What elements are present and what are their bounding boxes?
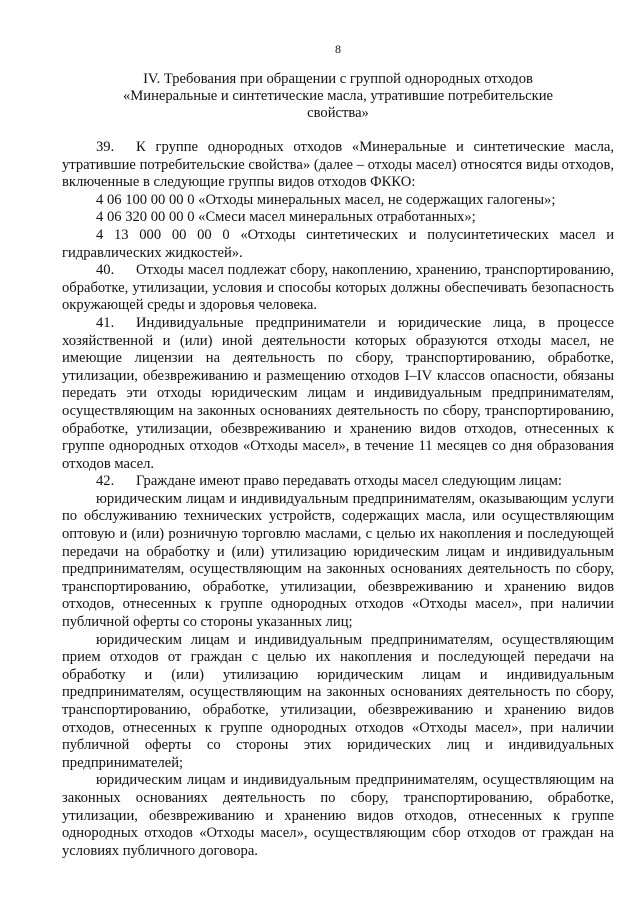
paragraph-41 <box>62 315 614 473</box>
paragraph-text: Отходы масел подлежат сбору, накоплению, хранению, транспортированию, обработке, утилизации, условия и способы которых должны обеспечивать безопасность окружающей среды и здоровья человека. <box>62 262 614 314</box>
paragraph-number: 42. <box>96 473 115 490</box>
paragraph-number: 40. <box>96 262 115 279</box>
paragraph-number: 41. <box>96 314 115 331</box>
section-title-line-2: «Минеральные и синтетические масла, утратившие потребительские <box>122 88 553 104</box>
paragraph-number: 39. <box>96 139 115 155</box>
list-item-1: юридическим лицам и индивидуальным предпринимателям, оказывающим услуги по обслуживанию технических устройств, содержащих масла, или осуществляющим оптовую и (или) розничную торговлю маслами, с целью их накопления и последующей передачи на обработку и (или) утилизацию юридическим лицам и индивидуальным предпринимателям, осуществляющим на законных основаниях деятельность по сбору, транспортированию, обработке, утилизации, обезвреживанию и хранению видов отходов, отнесенных к группе однородных отходов «Отходы масел», при наличии публичной оферты со стороны указанных лиц; <box>62 490 614 631</box>
paragraph-40 <box>62 262 614 315</box>
page-number: 8 <box>335 42 341 56</box>
code-line-2: 4 06 320 00 00 0 «Смеси масел минеральных отработанных»; <box>96 209 476 226</box>
code-line-3: 4 13 000 00 00 0 «Отходы синтетических и полусинтетических масел и гидравлических жидкостей». <box>62 226 614 261</box>
paragraph-42 <box>62 473 614 491</box>
section-title <box>62 71 614 122</box>
paragraph-text: Индивидуальные предприниматели и юридические лица, в процессе хозяйственной и (или) иной деятельности которых образуются отходы масел, не имеющие лицензии на деятельность по сбору, транспортированию, обработке, утилизации, обезвреживанию и размещению отходов I–IV классов опасности, обязаны передать эти отходы юридическим лицам и индивидуальным предпринимателям, осуществляющим на законных основаниях деятельность по сбору, транспортированию, обработке, утилизации, обезвреживанию и хранению видов отходов, отнесенных к группе однородных отходов «Отходы масел», в течение 11 месяцев со дня образования отходов масел. <box>62 314 614 472</box>
section-title-line-3: свойства» <box>307 105 369 121</box>
paragraph-39 <box>62 139 614 192</box>
paragraph-text: Граждане имеют право передавать отходы масел следующим лицам: <box>136 473 562 490</box>
section-title-line-1: IV. Требования при обращении с группой однородных отходов <box>143 71 533 87</box>
paragraph-text: К группе однородных отходов «Минеральные и синтетические масла, утратившие потребительские свойства» (далее – отходы масел) относятся виды отходов, включенные в следующие группы видов отходов ФККО: <box>62 139 614 191</box>
list-item-3: юридическим лицам и индивидуальным предпринимателям, осуществляющим на законных основаниях деятельность по сбору, транспортированию, обработке, утилизации, обезвреживанию и хранению видов отходов, отнесенных к группе однородных отходов «Отходы масел», осуществляющим сбор отходов от граждан на условиях публичного договора. <box>62 772 614 859</box>
code-line-1: 4 06 100 00 00 0 «Отходы минеральных масел, не содержащих галогены»; <box>96 191 556 208</box>
list-item-2: юридическим лицам и индивидуальным предпринимателям, осуществляющим прием отходов от граждан с целью их накопления и последующей передачи на обработку и (или) утилизацию юридическим лицам и индивидуальным предпринимателям, осуществляющим на законных основаниях деятельность по сбору, транспортированию, обработке, утилизации, обезвреживанию и хранению видов отходов, отнесенных к группе однородных отходов «Отходы масел», при наличии публичной оферты со стороны этих юридических лиц и индивидуальных предпринимателей; <box>62 631 614 771</box>
